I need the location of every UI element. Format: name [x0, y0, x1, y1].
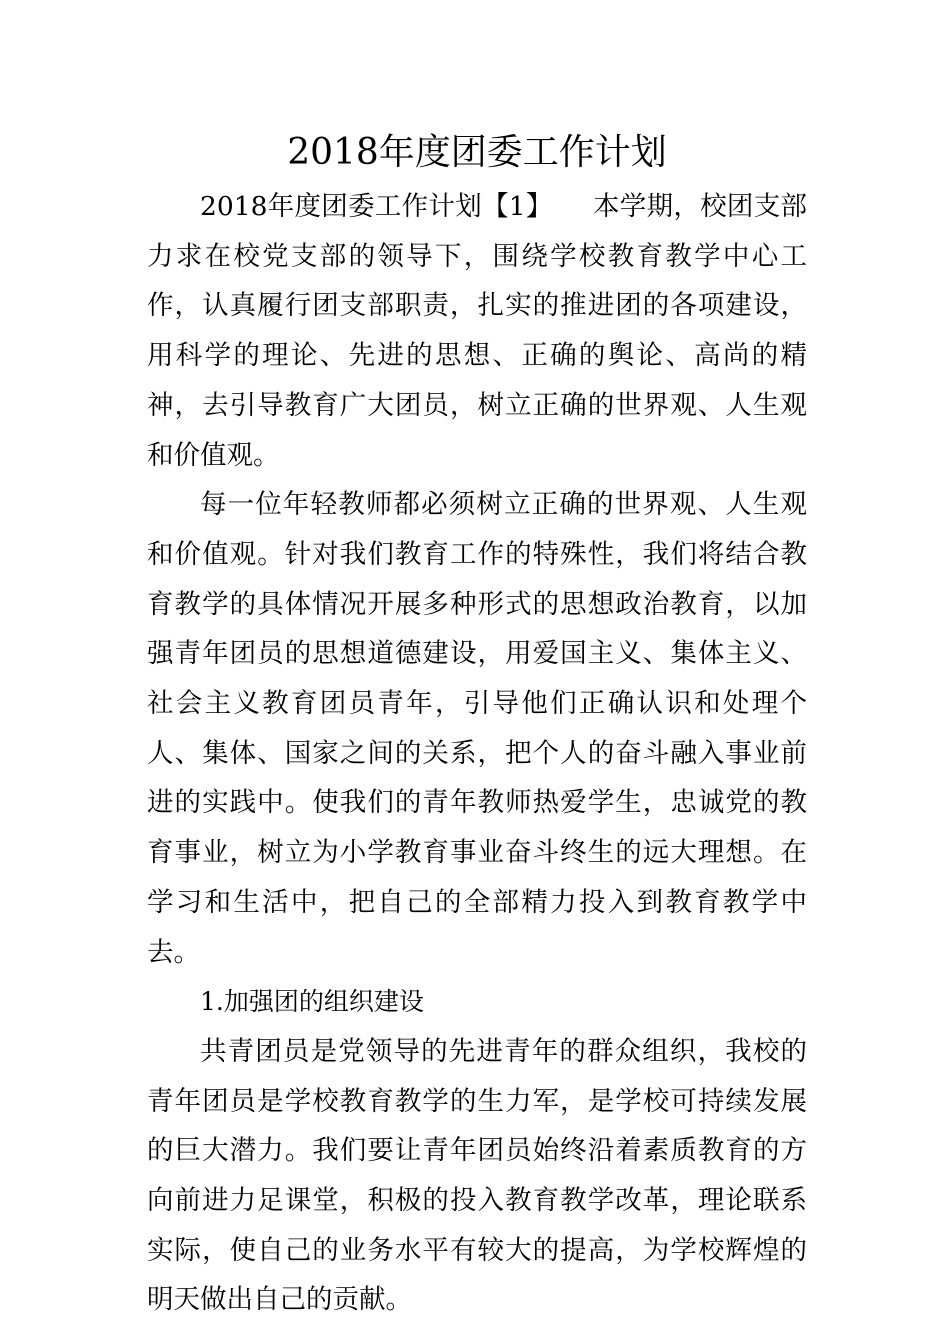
document-page: [147, 128, 807, 1325]
document-title: 2018年度团委工作计划: [287, 132, 667, 173]
paragraph-1-text: 本学期，校团支部力求在校党支部的领导下，围绕学校教育教学中心工作，认真履行团支部职责，扎实的推进团的各项建设，用科学的理论、先进的思想、正确的舆论、高尚的精神，去引导教育广大团员，树立正确的世界观、人生观和价值观。: [147, 191, 807, 471]
paragraph-2: 每一位年轻教师都必须树立正确的世界观、人生观和价值观。针对我们教育工作的特殊性，我们将结合教育教学的具体情况开展多种形式的思想政治教育，以加强青年团员的思想道德建设，用爱国主义、集体主义、社会主义教育团员青年，引导他们正确认识和处理个人、集体、国家之间的关系，把个人的奋斗融入事业前进的实践中。使我们的青年教师热爱学生，忠诚党的教育事业，树立为小学教育事业奋斗终生的远大理想。在学习和生活中，把自己的全部精力投入到教育教学中去。: [147, 489, 807, 968]
section-heading-1: 1.加强团的组织建设: [200, 987, 424, 1017]
paragraph-1: [147, 182, 807, 480]
paragraph-1-lead: 2018年度团委工作计划【1】: [200, 191, 553, 222]
paragraph-3: 共青团员是党领导的先进青年的群众组织，我校的青年团员是学校教育教学的生力军，是学校可持续发展的巨大潜力。我们要让青年团员始终沿着素质教育的方向前进力足课堂，积极的投入教育教学改革，理论联系实际，使自己的业务水平有较大的提高，为学校辉煌的明天做出自己的贡献。: [147, 1035, 807, 1316]
